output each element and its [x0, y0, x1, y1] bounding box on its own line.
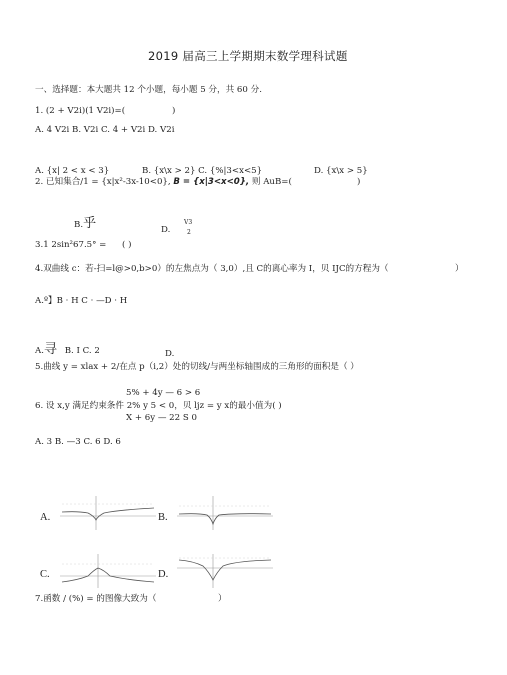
- graph-option-c: [58, 552, 158, 590]
- option-b-label: B.: [74, 220, 84, 230]
- question-5-stem: 5.曲线 y = xlax + 2/在点 p（i,2）处的切线/与两坐标轴围成的三角形的面积是（ ）: [35, 362, 359, 372]
- question-2-set-b: B = {x|3<x<0},: [173, 177, 250, 187]
- question-6-constraint-3: X + 6y — 22 S 0: [126, 413, 197, 423]
- question-1-paren-close: ): [172, 106, 176, 116]
- question-7-paren-close: ）: [218, 594, 227, 604]
- question-2-stem: [35, 177, 292, 188]
- graph-label-c: C.: [40, 569, 50, 580]
- graph-b-plot: [175, 494, 275, 532]
- option-a-label: A.: [35, 346, 44, 356]
- question-4-options: A.º】B · H C · —D · H: [35, 296, 128, 306]
- question-3-paren: ( ): [122, 240, 132, 250]
- question-6-options: A. 3 B. —3 C. 6 D. 6: [35, 437, 121, 447]
- graph-d-plot: [175, 552, 275, 590]
- graph-label-a: A.: [40, 512, 51, 523]
- curve: [179, 560, 271, 580]
- question-3-stem: 3.1 2sin²67.5° =: [35, 240, 107, 250]
- question-2-option-d: D.: [161, 225, 171, 235]
- set-option-a: A. {x| 2 < x < 3}: [35, 166, 110, 176]
- question-6-stem: 6. 设 x,y 满足约束条件 2% y 5 < 0，贝 ljz = y x的最小值为( ): [35, 401, 282, 411]
- question-2-option-b: [74, 218, 96, 231]
- graph-option-a: [58, 494, 158, 532]
- question-4-paren-close: ）: [455, 264, 464, 274]
- question-6-constraint-1: 5% + 4y — 6 > 6: [126, 388, 201, 398]
- curve: [179, 514, 271, 524]
- option-d-label: D.: [165, 349, 175, 359]
- question-1-options: A. 4 V2i B. V2i C. 4 + V2i D. V2i: [35, 125, 175, 135]
- option-a-glyph: 寻: [43, 342, 57, 357]
- curve: [62, 568, 154, 582]
- curve: [62, 508, 154, 520]
- question-2-suffix: 则 AuB=(: [249, 177, 292, 187]
- graph-option-b: [175, 494, 275, 532]
- option-b-glyph: 乎: [83, 216, 97, 231]
- set-option-b-c: B. {x\x > 2} C. {%|3<x<5}: [142, 166, 263, 176]
- set-option-d: D. {x\x > 5}: [314, 166, 368, 176]
- graph-a-plot: [58, 494, 158, 532]
- graph-label-d: D.: [158, 569, 169, 580]
- graph-c-plot: [58, 552, 158, 590]
- question-2-paren-close: ): [357, 177, 361, 187]
- option-d-fraction-top: V3: [184, 219, 193, 226]
- graph-option-d: [175, 552, 275, 590]
- options-b-c: B. I C. 2: [64, 346, 100, 356]
- question-4-stem: 4.双曲线 c：若-扫=l@>0,b>0）的左焦点为（ 3,0）,且 C的离心率为 I，贝 IJC的方程为（: [35, 264, 389, 274]
- section-heading: 一、选择题：本大题共 12 个小题，每小题 5 分，共 60 分.: [35, 85, 262, 95]
- question-4-options-row2: [35, 344, 100, 357]
- question-7-stem: 7.函数 / (%) = 的图像大致为（: [35, 594, 157, 604]
- page-title: 2019 届高三上学期期末数学理科试题: [148, 49, 348, 63]
- question-1-stem: 1. (2 + V2i)(1 V2i)=(: [35, 106, 126, 116]
- option-d-fraction-bottom: 2: [187, 229, 191, 236]
- graph-label-b: B.: [158, 512, 168, 523]
- question-2-prefix: 2. 已知集合/1 = {x|x²-3x-10<0},: [35, 177, 174, 187]
